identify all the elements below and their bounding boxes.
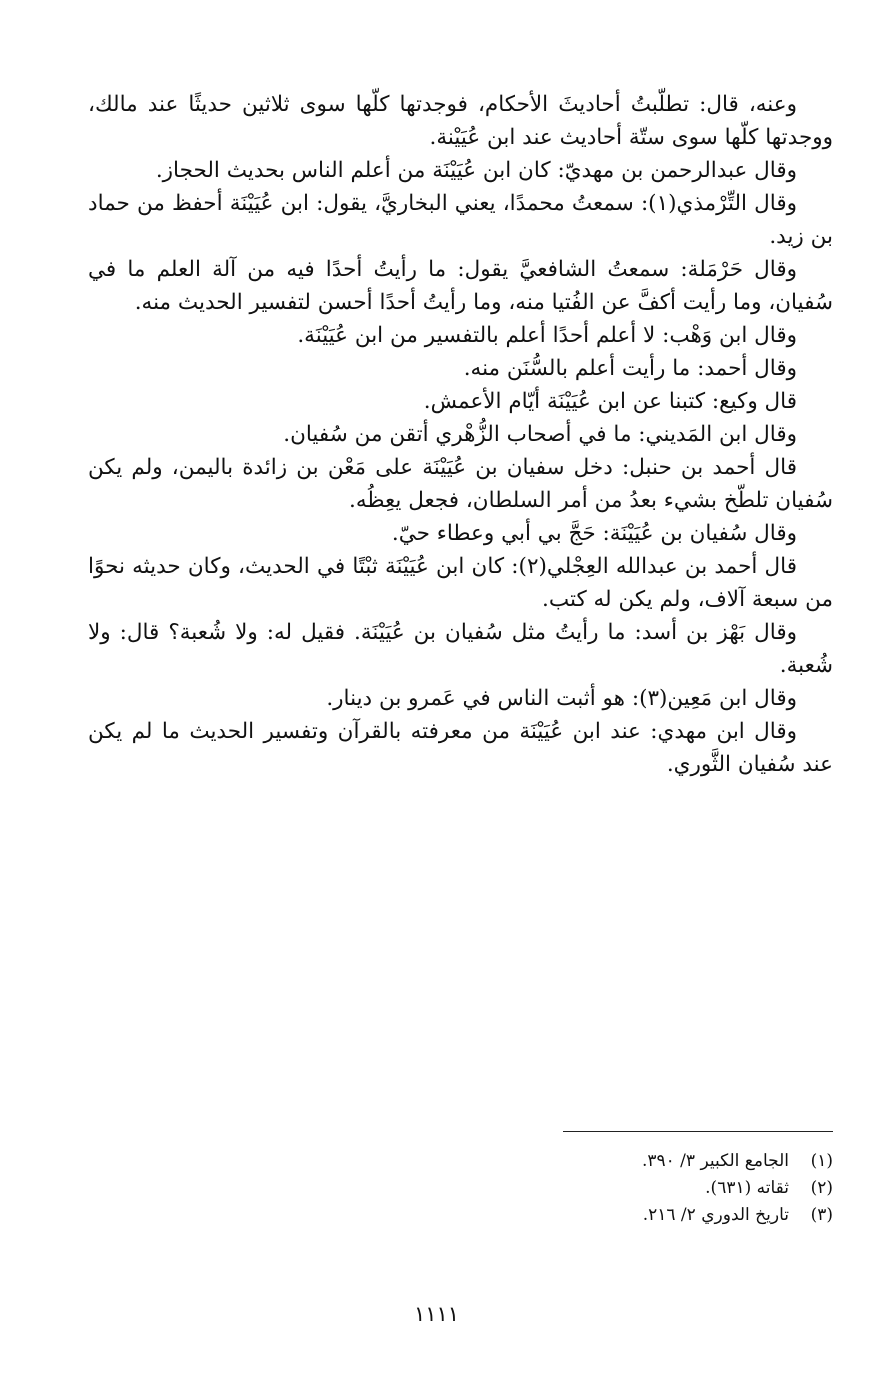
- paragraph-5: وقال ابن وَهْب: لا أعلم أحدًا أعلم بالتفسير من ابن عُيَيْنَة.: [297, 323, 797, 348]
- main-text: [88, 88, 833, 781]
- footnote-number: (٢): [810, 1178, 833, 1198]
- paragraph-6: وقال أحمد: ما رأيت أعلم بالسُّنَن منه.: [463, 356, 797, 381]
- paragraph-3: وقال التِّرْمذي(١): سمعتُ محمدًا، يعني البخاريَّ، يقول: ابن عُيَيْنَة أحفظ من حماد بن زيد.: [88, 191, 833, 249]
- paragraph-8: وقال ابن المَديني: ما في أصحاب الزُّهْري أتقن من سُفيان.: [283, 422, 797, 447]
- paragraph-7: قال وكيع: كتبنا عن ابن عُيَيْنَة أيّام الأعمش.: [423, 389, 797, 414]
- paragraph-1: وعنه، قال: تطلّبتُ أحاديثَ الأحكام، فوجدتها كلّها سوى ثلاثين حديثًا عند مالك، ووجدتها كلّها سوى ستّة أحاديث عند ابن عُيَيْنة.: [88, 92, 833, 150]
- paragraph-2: وقال عبدالرحمن بن مهديّ: كان ابن عُيَيْنَة من أعلم الناس بحديث الحجاز.: [155, 158, 797, 183]
- footnote-text: الجامع الكبير ٣/ ٣٩٠.: [641, 1151, 789, 1171]
- footnote-text: تاريخ الدوري ٢/ ٢١٦.: [642, 1205, 789, 1225]
- footnote-number: (١): [810, 1151, 833, 1171]
- paragraph-13: وقال ابن مَعِين(٣): هو أثبت الناس في عَمرو بن دينار.: [326, 686, 797, 711]
- footnote-separator: [563, 1131, 833, 1132]
- paragraph-9: قال أحمد بن حنبل: دخل سفيان بن عُيَيْنَة على مَعْن بن زائدة باليمن، ولم يكن سُفيان تلطّخ بشيء بعدُ من أمر السلطان، فجعل يعِظُه.: [88, 455, 833, 513]
- footnote-text: ثقاته (٦٣١).: [705, 1178, 789, 1198]
- paragraph-4: وقال حَرْمَلة: سمعتُ الشافعيَّ يقول: ما رأيتُ أحدًا فيه من آلة العلم ما في سُفيان، وما رأيت أكفَّ عن الفُتيا منه، وما رأيتُ أحدًا أحسن لتفسير الحديث منه.: [88, 257, 833, 315]
- paragraph-11: قال أحمد بن عبدالله العِجْلي(٢): كان ابن عُيَيْنَة ثبْتًا في الحديث، وكان حديثه نحوًا من سبعة آلاف، ولم يكن له كتب.: [88, 554, 833, 612]
- footnote-number: (٣): [810, 1205, 833, 1225]
- paragraph-12: وقال بَهْز بن أسد: ما رأيتُ مثل سُفيان بن عُيَيْنَة. فقيل له: ولا شُعبة؟ قال: ولا شُعبة.: [88, 620, 833, 678]
- page-number: ١١١١: [413, 1302, 460, 1326]
- footnote-2: [433, 1175, 833, 1202]
- footnotes: [433, 1148, 833, 1229]
- paragraph-14: وقال ابن مهدي: عند ابن عُيَيْنَة من معرفته بالقرآن وتفسير الحديث ما لم يكن عند سُفيان الثَّوري.: [88, 719, 833, 777]
- footnote-1: [433, 1148, 833, 1175]
- paragraph-10: وقال سُفيان بن عُيَيْنَة: حَجَّ بي أبي وعطاء حيّ.: [391, 521, 797, 546]
- footnote-3: [433, 1202, 833, 1229]
